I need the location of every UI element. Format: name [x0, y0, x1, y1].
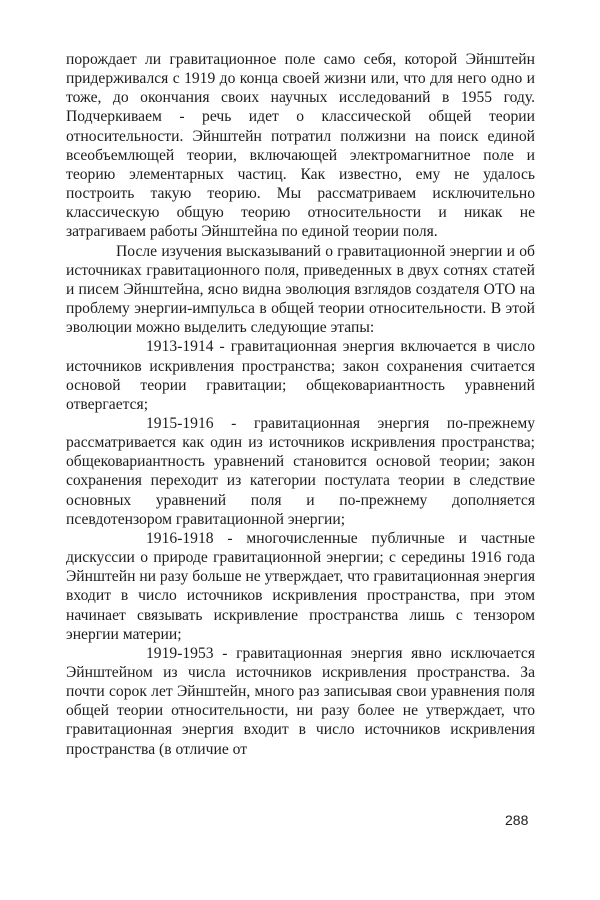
paragraph-stage-1913: 1913-1914 - гравитационная энергия включается в число источников искривления пространства; закон сохранения считается основой теории гравитации; общековариантность уравнений отвергается; [66, 338, 535, 413]
page-text [66, 50, 535, 759]
paragraph-intro: порождает ли гравитационное поле само себя, которой Эйнштейн придерживался с 1919 до конца своей жизни или, что для него одно и тоже, до окончания своих научных исследований в 1955 году. Подчеркиваем - речь идет о классической общей теории относительности. Эйнштейн потратил полжизни на поиск единой всеобъемлющей теории, включающей электромагнитное поле и теорию элементарных частиц. Как известно, ему не удалось построить такую теорию. Мы рассматриваем исключительно классическую общую теорию относительности и никак не затрагиваем работы Эйнштейна по единой теории поля. [66, 51, 535, 241]
paragraph-stage-1916: 1916-1918 - многочисленные публичные и частные дискуссии о природе гравитационной энергии; с середины 1916 года Эйнштейн ни разу больше не утверждает, что гравитационная энергия входит в число источников искривления пространства, при этом начинает связывать искривление пространства лишь с тензором энергии материи; [66, 529, 535, 643]
paragraph-stage-1919: 1919-1953 - гравитационная энергия явно исключается Эйнштейном из числа источников искривления пространства. За почти сорок лет Эйнштейн, много раз записывая свои уравнения поля общей теории относительности, ни разу более не утверждает, что гравитационная энергия входит в число источников искривления пространства (в отличие от [66, 644, 535, 758]
paragraph-evolution: После изучения высказываний о гравитационной энергии и об источниках гравитационного поля, приведенных в двух сотнях статей и писем Эйнштейна, ясно видна эволюция взглядов создателя ОТО на проблему энергии-импульса в общей теории относительности. В этой эволюции можно выделить следующие этапы: [66, 242, 535, 337]
paragraph-stage-1915: 1915-1916 - гравитационная энергия по-прежнему рассматривается как один из источников искривления пространства; общековариантность уравнений становится основой теории; закон сохранения переходит из категории постулата теории в следствие основных уравнений поля и по-прежнему дополняется псевдотензором гравитационной энергии; [66, 414, 535, 528]
page-number: 288 [505, 812, 529, 828]
